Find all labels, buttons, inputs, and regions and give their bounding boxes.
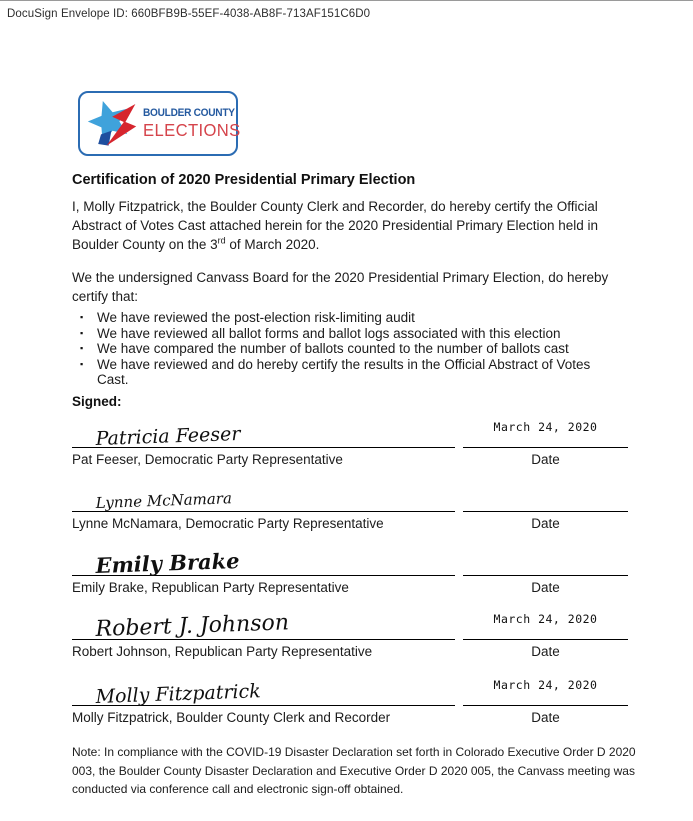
signer-name-title: Molly Fitzpatrick, Boulder County Clerk and Recorder bbox=[72, 710, 391, 725]
certification-bullet-list bbox=[72, 310, 620, 388]
signature-line bbox=[72, 660, 455, 706]
signature-line bbox=[72, 468, 455, 512]
signature-column bbox=[72, 414, 455, 468]
date-column bbox=[463, 596, 628, 660]
signer-name-title: Lynne McNamara, Democratic Party Representative bbox=[72, 516, 384, 531]
bullet-text: We have reviewed all ballot forms and ballot logs associated with this election bbox=[97, 325, 561, 341]
date-label: Date bbox=[531, 710, 560, 725]
date-line bbox=[463, 660, 628, 706]
date-stamp: March 24, 2020 bbox=[493, 420, 598, 434]
signer-name-title: Emily Brake, Republican Party Representative bbox=[72, 580, 349, 595]
handwritten-signature: Lynne McNamara bbox=[95, 489, 233, 512]
signature-column bbox=[72, 468, 455, 532]
logo-text bbox=[143, 107, 246, 141]
signature-block-molly-fitzpatrick bbox=[72, 660, 628, 726]
signature-block-robert-johnson bbox=[72, 596, 628, 660]
date-label: Date bbox=[531, 644, 560, 659]
handwritten-signature: Robert J. Johnson bbox=[95, 610, 290, 642]
page-title: Certification of 2020 Presidential Primary Election bbox=[72, 172, 416, 188]
signature-block-emily-brake bbox=[72, 532, 628, 596]
date-stamp: March 24, 2020 bbox=[493, 612, 598, 626]
signer-name-title: Pat Feeser, Democratic Party Representative bbox=[72, 452, 343, 467]
boulder-county-elections-logo bbox=[78, 91, 241, 156]
bullet-icon: ▪ bbox=[80, 312, 84, 322]
date-column bbox=[463, 532, 628, 596]
bullet-icon: ▪ bbox=[80, 327, 84, 338]
signature-block-pat-feeser bbox=[72, 414, 628, 468]
date-stamp: March 24, 2020 bbox=[493, 678, 598, 692]
signed-heading: Signed: bbox=[72, 394, 122, 409]
signature-line bbox=[72, 414, 455, 448]
list-item bbox=[72, 326, 620, 342]
bullet-text: We have reviewed and do hereby certify the results in the Official Abstract of Votes Cast. bbox=[97, 356, 591, 387]
handwritten-signature: Patricia Feeser bbox=[95, 422, 241, 450]
list-item bbox=[72, 341, 620, 357]
date-label: Date bbox=[531, 580, 560, 595]
star-icon bbox=[85, 97, 141, 151]
canvass-board-paragraph: We the undersigned Canvass Board for the 2020 Presidential Primary Election, do hereby certify that: bbox=[72, 270, 609, 304]
handwritten-signature: Emily Brake bbox=[95, 547, 240, 578]
bullet-text: We have reviewed the post-election risk-limiting audit bbox=[97, 310, 415, 325]
signature-column bbox=[72, 660, 455, 726]
date-column bbox=[463, 660, 628, 726]
date-label: Date bbox=[531, 452, 560, 467]
date-column bbox=[463, 414, 628, 468]
bullet-text: We have compared the number of ballots counted to the number of ballots cast bbox=[97, 341, 569, 356]
list-item bbox=[72, 357, 620, 388]
date-line bbox=[463, 468, 628, 512]
signature-area bbox=[72, 414, 628, 726]
signer-name-title: Robert Johnson, Republican Party Representative bbox=[72, 644, 373, 659]
handwritten-signature: Molly Fitzpatrick bbox=[95, 680, 262, 708]
date-label: Date bbox=[531, 516, 560, 531]
ordinal-superscript: rd bbox=[217, 235, 226, 246]
signature-block-lynne-mcnamara bbox=[72, 468, 628, 532]
logo-boulder-county-text: BOULDER COUNTY bbox=[143, 106, 235, 119]
list-item bbox=[72, 310, 620, 326]
certification-paragraph-text: I, Molly Fitzpatrick, the Boulder County Clerk and Recorder, do hereby certify the Official Abstract of Votes Cast attached herein for the 2020 Presidential Primary Election held in Boulder County on the 3 bbox=[72, 199, 599, 252]
signature-line bbox=[72, 532, 455, 576]
date-column bbox=[463, 468, 628, 532]
signature-column bbox=[72, 596, 455, 660]
signature-column bbox=[72, 532, 455, 596]
signature-line bbox=[72, 596, 455, 640]
bullet-icon: ▪ bbox=[80, 343, 84, 353]
bullet-icon: ▪ bbox=[80, 358, 84, 369]
date-line bbox=[463, 414, 628, 448]
docusign-envelope-id: DocuSign Envelope ID: 660BFB9B-55EF-4038-AB8F-713AF151C6D0 bbox=[7, 8, 371, 20]
logo-elections-text: ELECTIONS bbox=[143, 119, 241, 140]
certification-paragraph bbox=[72, 197, 620, 254]
date-line bbox=[463, 532, 628, 576]
covid-note: Note: In compliance with the COVID-19 Disaster Declaration set forth in Colorado Executive Order D 2020 003, the Boulder County Disaster Declaration and Executive Order D 2020 005, the Canvass meeting was conducted via conference call and electronic sign-off obtained. bbox=[72, 745, 636, 796]
certification-paragraph-end: of March 2020. bbox=[225, 237, 320, 252]
date-line bbox=[463, 596, 628, 640]
